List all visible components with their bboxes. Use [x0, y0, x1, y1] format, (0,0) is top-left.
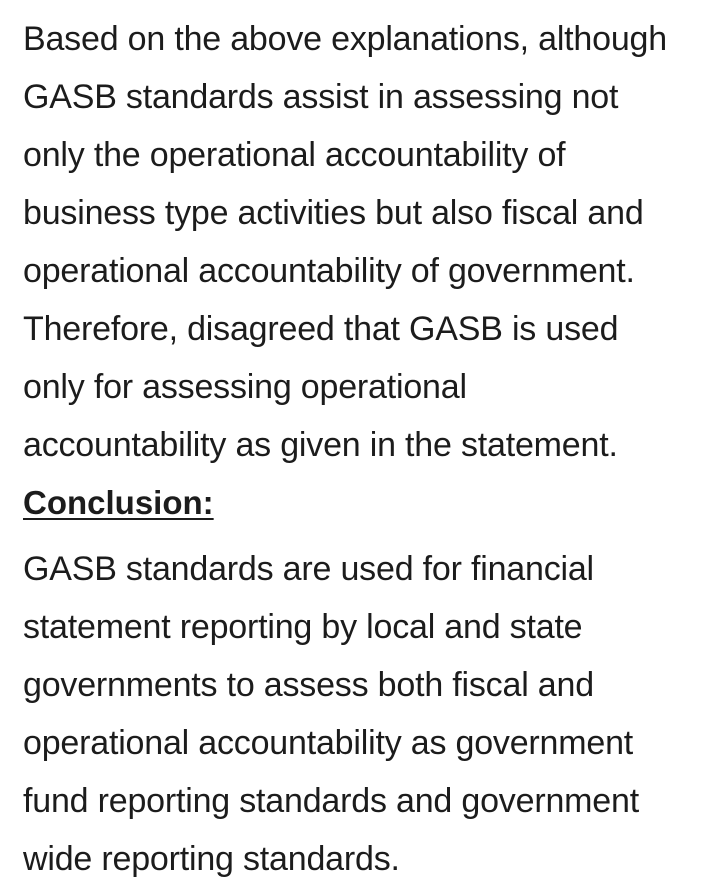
paragraph-line: business type activities but also fiscal and	[23, 194, 644, 232]
paragraph-line: governments to assess both fiscal and	[23, 666, 594, 704]
paragraph-line: only the operational accountability of	[23, 136, 566, 174]
paragraph-line: statement reporting by local and state	[23, 608, 583, 646]
paragraph-line: GASB standards are used for financial	[23, 550, 594, 588]
conclusion-heading: Conclusion:	[23, 484, 214, 521]
explanation-paragraph	[23, 10, 723, 474]
document-body	[23, 10, 723, 888]
paragraph-line: operational accountability of government.	[23, 252, 635, 290]
paragraph-line: Therefore, disagreed that GASB is used	[23, 310, 619, 348]
paragraph-line: only for assessing operational	[23, 368, 467, 406]
paragraph-line: operational accountability as government	[23, 724, 634, 762]
paragraph-line: wide reporting standards.	[23, 840, 400, 878]
paragraph-line: GASB standards assist in assessing not	[23, 78, 619, 116]
paragraph-line: Based on the above explanations, although	[23, 20, 667, 58]
paragraph-line: accountability as given in the statement.	[23, 426, 618, 464]
conclusion-paragraph	[23, 540, 723, 888]
paragraph-line: fund reporting standards and government	[23, 782, 639, 820]
